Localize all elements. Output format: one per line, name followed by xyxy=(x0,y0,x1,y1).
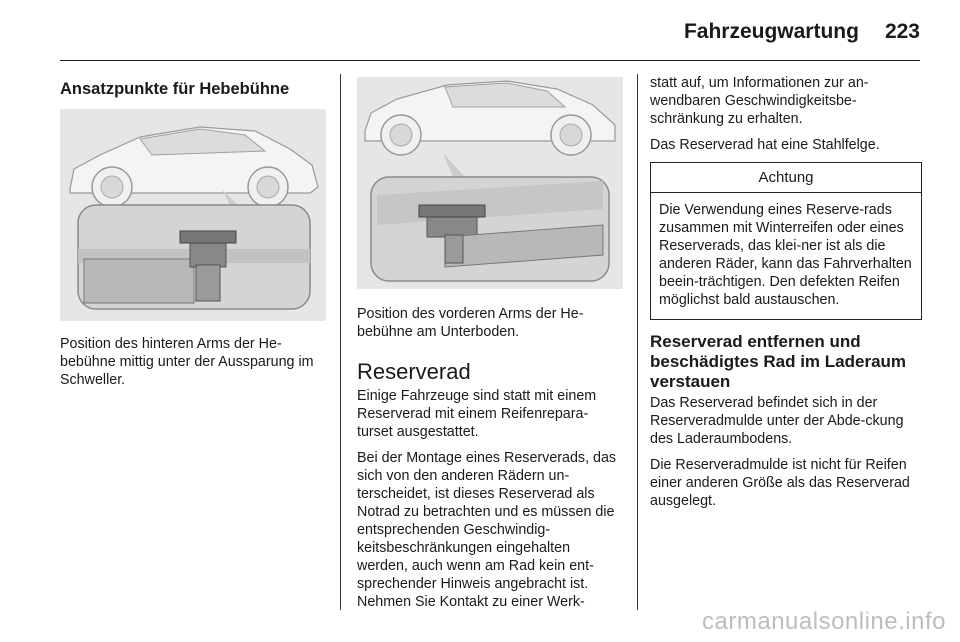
front-lift-arm-illustration xyxy=(357,77,623,289)
subsection-heading: Reserverad entfernen und beschädigtes Rad im Laderaum verstauen xyxy=(650,332,907,391)
warning-notice xyxy=(650,162,922,320)
header-title: Fahrzeugwartung xyxy=(683,20,859,43)
paragraph: statt auf, um Informationen zur an-wendbaren Geschwindigkeitsbe-schränkung zu erhalten. xyxy=(650,75,869,127)
notice-title: Achtung xyxy=(651,163,921,193)
column-3 xyxy=(650,74,922,518)
paragraph: Die Reserveradmulde ist nicht für Reifen einer anderen Größe als das Reserverad ausgelegt. xyxy=(650,457,910,509)
paragraph: Das Reserverad befindet sich in der Reserveradmulde unter der Abde-ckung des Laderaumbodens. xyxy=(650,395,904,447)
page-number: 223 xyxy=(884,20,920,43)
header-rule xyxy=(60,60,920,61)
column-2 xyxy=(357,74,623,619)
paragraph: Das Reserverad hat eine Stahlfelge. xyxy=(650,137,880,153)
rear-lift-arm-illustration xyxy=(60,109,326,321)
paragraph: Bei der Montage eines Reserverads, das sich von den anderen Rädern un-terscheidet, ist dieses Reserverad als Notrad zu betrachten und es müssen die entsprechenden Geschwindig-keitsbeschränkungen eingehalten werden, auch wenn am Rad kein ent-sprechender Hinweis angebracht ist. Nehmen Sie Kontakt zu einer Werk- xyxy=(357,450,617,610)
paragraph: Einige Fahrzeuge sind statt mit einem Reserverad mit einem Reifenrepara-turset ausgestattet. xyxy=(357,388,597,440)
column-divider xyxy=(340,74,341,610)
column-1 xyxy=(60,74,326,397)
figure-caption: Position des hinteren Arms der He-bebühne mittig unter der Aussparung im Schweller. xyxy=(60,336,314,388)
notice-body: Die Verwendung eines Reserve-rads zusammen mit Winterreifen oder eines Reserverads, das klei-ner ist als die anderen Räder, kann das Fahrverhalten beein-trächtigen. Den defekten Reifen möglichst bald austauschen. xyxy=(659,202,912,308)
column-divider xyxy=(637,74,638,610)
chapter-title: Reserverad xyxy=(357,359,471,384)
watermark: carmanualsonline.info xyxy=(702,608,946,635)
section-heading: Ansatzpunkte für Hebebühne xyxy=(60,80,290,98)
page-header xyxy=(684,20,920,44)
figure-caption: Position des vorderen Arms der He-bebühne am Unterboden. xyxy=(357,306,584,340)
